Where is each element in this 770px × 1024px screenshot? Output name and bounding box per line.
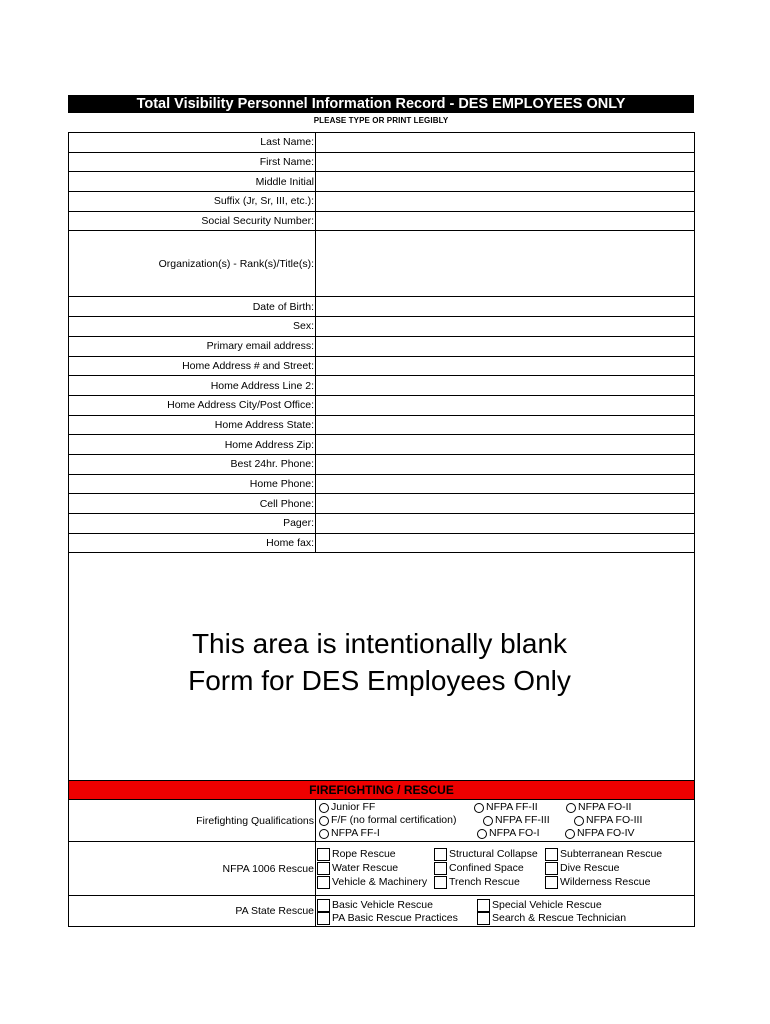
option-label: Subterranean Rescue (560, 848, 663, 861)
field-input-last-name[interactable] (316, 133, 694, 152)
radio-option-nfpa-fo-2[interactable] (566, 801, 631, 814)
option-label: NFPA FF-II (486, 801, 538, 814)
radio-circle-icon[interactable] (474, 803, 484, 813)
field-label-email: Primary email address: (69, 337, 316, 356)
field-input-pager[interactable] (316, 514, 694, 533)
checkbox-icon[interactable] (317, 876, 330, 889)
checkbox-option-vehicle-machinery[interactable] (317, 876, 427, 889)
field-label-address-state: Home Address State: (69, 416, 316, 435)
checkbox-option-confined-space[interactable] (434, 862, 524, 875)
option-label: F/F (no formal certification) (331, 814, 457, 827)
blank-area-line-1: This area is intentionally blank (191, 627, 568, 659)
option-label: Junior FF (331, 801, 376, 814)
option-label: Rope Rescue (332, 848, 396, 861)
checkbox-icon[interactable] (317, 848, 330, 861)
field-row-address-street (69, 357, 694, 377)
field-label-first-name: First Name: (69, 153, 316, 172)
pa-state-rescue-row (69, 896, 694, 927)
field-row-first-name (69, 153, 694, 173)
field-label-ssn: Social Security Number: (69, 212, 316, 231)
checkbox-icon[interactable] (545, 862, 558, 875)
field-input-first-name[interactable] (316, 153, 694, 172)
checkbox-option-wilderness-rescue[interactable] (545, 876, 650, 889)
option-label: NFPA FO-I (489, 827, 540, 840)
section-header-firefighting: FIREFIGHTING / RESCUE (69, 781, 694, 800)
option-label: Confined Space (449, 862, 524, 875)
field-label-address-zip: Home Address Zip: (69, 435, 316, 454)
option-label: Search & Rescue Technician (492, 912, 627, 925)
blank-area-line-2: Form for DES Employees Only (188, 664, 571, 696)
field-input-organization[interactable] (316, 231, 694, 296)
checkbox-icon[interactable] (317, 899, 330, 912)
field-row-address-city (69, 396, 694, 416)
field-input-address-state[interactable] (316, 416, 694, 435)
field-input-email[interactable] (316, 337, 694, 356)
field-row-address-zip (69, 435, 694, 455)
field-label-sex: Sex: (69, 317, 316, 336)
form-title: Total Visibility Personnel Information Record - DES EMPLOYEES ONLY (68, 95, 694, 113)
field-label-address-line2: Home Address Line 2: (69, 376, 316, 395)
field-label-middle-initial: Middle Initial (69, 172, 316, 191)
checkbox-option-subterranean-rescue[interactable] (545, 848, 662, 861)
field-label-best-phone: Best 24hr. Phone: (69, 455, 316, 474)
checkbox-option-basic-vehicle-rescue[interactable] (317, 899, 433, 912)
form-subtitle: PLEASE TYPE OR PRINT LEGIBLY (313, 116, 449, 125)
radio-circle-icon[interactable] (566, 803, 576, 813)
field-label-last-name: Last Name: (69, 133, 316, 152)
field-row-pager (69, 514, 694, 534)
option-label: NFPA FO-II (578, 801, 632, 814)
radio-circle-icon[interactable] (319, 803, 329, 813)
field-label-address-street: Home Address # and Street: (69, 357, 316, 376)
option-label: NFPA FF-I (331, 827, 380, 840)
field-row-address-line2 (69, 376, 694, 396)
checkbox-icon[interactable] (317, 862, 330, 875)
option-label: NFPA FF-III (495, 814, 550, 827)
option-label: Basic Vehicle Rescue (332, 899, 433, 912)
checkbox-icon[interactable] (434, 876, 447, 889)
personnel-form (68, 132, 695, 927)
nfpa-1006-rescue-options (316, 842, 694, 895)
intentionally-blank-area (69, 553, 694, 781)
field-row-home-phone (69, 475, 694, 495)
radio-option-nfpa-fo-4[interactable] (565, 827, 635, 840)
field-input-home-fax[interactable] (316, 534, 694, 553)
field-input-address-zip[interactable] (316, 435, 694, 454)
radio-option-junior-ff[interactable] (319, 801, 375, 814)
field-label-organization: Organization(s) - Rank(s)/Title(s): (69, 231, 316, 296)
radio-option-nfpa-ff-3[interactable] (483, 814, 550, 827)
radio-circle-icon[interactable] (319, 816, 329, 826)
field-row-organization (69, 231, 694, 297)
option-label: Special Vehicle Rescue (492, 899, 602, 912)
firefighting-qualifications-label: Firefighting Qualifications (69, 800, 316, 841)
option-label: NFPA FO-IV (577, 827, 635, 840)
field-label-address-city: Home Address City/Post Office: (69, 396, 316, 415)
pa-state-rescue-options (316, 896, 694, 926)
nfpa-1006-rescue-row (69, 842, 694, 896)
option-label: PA Basic Rescue Practices (332, 912, 458, 925)
option-label: Vehicle & Machinery (332, 876, 428, 889)
field-row-email (69, 337, 694, 357)
radio-option-nfpa-ff-1[interactable] (319, 827, 380, 840)
field-input-middle-initial[interactable] (316, 172, 694, 191)
field-input-ssn[interactable] (316, 212, 694, 231)
option-label: Structural Collapse (449, 848, 538, 861)
field-row-sex (69, 317, 694, 337)
field-input-sex[interactable] (316, 317, 694, 336)
field-label-pager: Pager: (69, 514, 316, 533)
field-row-ssn (69, 212, 694, 232)
radio-option-nfpa-ff-2[interactable] (474, 801, 538, 814)
checkbox-icon[interactable] (434, 862, 447, 875)
field-input-dob[interactable] (316, 297, 694, 316)
checkbox-option-pa-basic-rescue-practices[interactable] (317, 912, 458, 925)
radio-option-nfpa-fo-3[interactable] (574, 814, 642, 827)
field-input-address-city[interactable] (316, 396, 694, 415)
checkbox-option-special-vehicle-rescue[interactable] (477, 899, 602, 912)
field-row-address-state (69, 416, 694, 436)
pa-state-rescue-label: PA State Rescue (69, 896, 316, 926)
firefighting-qualifications-row (69, 800, 694, 842)
checkbox-icon[interactable] (434, 848, 447, 861)
option-label: Water Rescue (332, 862, 399, 875)
field-input-home-phone[interactable] (316, 475, 694, 494)
field-row-middle-initial (69, 172, 694, 192)
radio-option-nfpa-fo-1[interactable] (477, 827, 540, 840)
option-label: NFPA FO-III (586, 814, 643, 827)
option-label: Trench Rescue (449, 876, 520, 889)
radio-circle-icon[interactable] (565, 829, 575, 839)
field-row-suffix (69, 192, 694, 212)
field-row-cell-phone (69, 494, 694, 514)
field-input-best-phone[interactable] (316, 455, 694, 474)
checkbox-option-trench-rescue[interactable] (434, 876, 520, 889)
field-label-home-fax: Home fax: (69, 534, 316, 553)
radio-circle-icon[interactable] (477, 829, 487, 839)
field-input-cell-phone[interactable] (316, 494, 694, 513)
checkbox-option-water-rescue[interactable] (317, 862, 398, 875)
checkbox-option-dive-rescue[interactable] (545, 862, 620, 875)
field-row-best-phone (69, 455, 694, 475)
radio-circle-icon[interactable] (319, 829, 329, 839)
firefighting-qualifications-options (316, 800, 694, 841)
field-input-address-line2[interactable] (316, 376, 694, 395)
checkbox-icon[interactable] (477, 912, 490, 925)
checkbox-option-search-rescue-technician[interactable] (477, 912, 626, 925)
field-label-home-phone: Home Phone: (69, 475, 316, 494)
option-label: Dive Rescue (560, 862, 620, 875)
radio-circle-icon[interactable] (574, 816, 584, 826)
field-label-cell-phone: Cell Phone: (69, 494, 316, 513)
checkbox-icon[interactable] (317, 912, 330, 925)
option-label: Wilderness Rescue (560, 876, 651, 889)
nfpa-1006-rescue-label: NFPA 1006 Rescue (69, 842, 316, 895)
checkbox-icon[interactable] (477, 899, 490, 912)
checkbox-option-structural-collapse[interactable] (434, 848, 538, 861)
radio-option-ff-no-cert[interactable] (319, 814, 456, 827)
field-row-home-fax (69, 534, 694, 554)
field-row-dob (69, 297, 694, 317)
field-label-dob: Date of Birth: (69, 297, 316, 316)
field-row-last-name (69, 133, 694, 153)
checkbox-icon[interactable] (545, 876, 558, 889)
checkbox-icon[interactable] (545, 848, 558, 861)
checkbox-option-rope-rescue[interactable] (317, 848, 396, 861)
field-label-suffix: Suffix (Jr, Sr, III, etc.): (69, 192, 316, 211)
radio-circle-icon[interactable] (483, 816, 493, 826)
field-input-suffix[interactable] (316, 192, 694, 211)
field-input-address-street[interactable] (316, 357, 694, 376)
